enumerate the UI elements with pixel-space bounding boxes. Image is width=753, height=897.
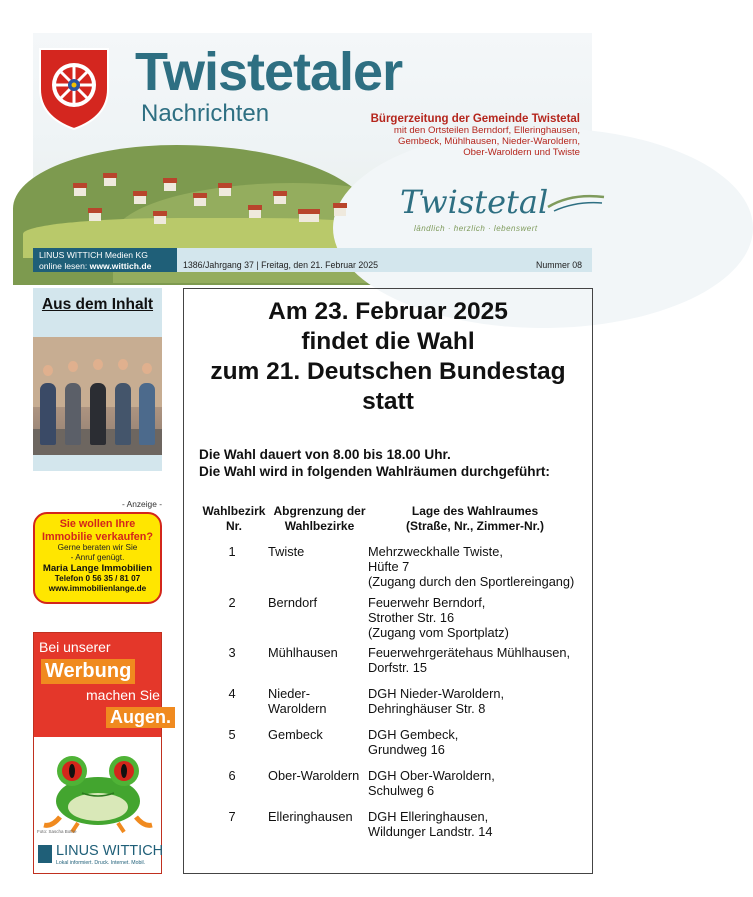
ad-line: machen Sie <box>86 687 160 703</box>
linus-wittich-tagline: Lokal informiert. Druck. Internet. Mobil. <box>56 860 146 866</box>
row-number: 6 <box>228 768 236 783</box>
real-estate-ad[interactable] <box>33 512 162 604</box>
lage-text: Feuerwehr Berndorf, <box>368 595 486 610</box>
row-lage <box>368 769 588 799</box>
lage-text: Strother Str. 16 <box>368 609 455 625</box>
lage-text: Dehringhäuser Str. 8 <box>368 700 486 716</box>
online-link-line <box>39 261 177 272</box>
row-number: 7 <box>228 809 236 824</box>
bezirk-text: Berndorf <box>268 595 318 610</box>
intro-line: Die Wahl dauert von 8.00 bis 18.00 Uhr. <box>199 447 451 462</box>
lage-text: DGH Gembeck, <box>368 727 459 742</box>
contents-box[interactable] <box>33 288 162 471</box>
bezirk-text: Waroldern <box>268 700 327 716</box>
ad-banner <box>34 633 171 737</box>
coat-of-arms-icon <box>36 43 112 131</box>
online-url-link[interactable]: www.wittich.de <box>89 260 152 271</box>
row-bezirk <box>268 810 368 825</box>
werbung-ad[interactable] <box>33 632 171 874</box>
ad-website-link[interactable]: www.immobilienlange.de <box>48 583 147 593</box>
article-headline <box>184 297 592 417</box>
row-number: 4 <box>228 686 236 701</box>
masthead-title: Twistetaler <box>135 42 403 102</box>
tagline-line: Ober-Waroldern und Twiste <box>463 147 580 158</box>
row-number: 5 <box>228 727 236 742</box>
row-number: 2 <box>228 595 236 610</box>
twistetal-logo-tag: ländlich · herzlich · lebenswert <box>414 224 538 233</box>
column-header-text: Nr. <box>225 518 242 533</box>
row-bezirk <box>268 545 368 560</box>
linus-wittich-logo-icon <box>38 845 52 863</box>
column-header-text: Wahlbezirk <box>202 504 266 518</box>
column-header-nr <box>199 504 269 533</box>
lage-text: Schulweg 6 <box>368 782 435 798</box>
lage-text: Hüfte 7 <box>368 558 410 574</box>
row-lage <box>368 596 588 640</box>
lage-text: DGH Nieder-Waroldern, <box>368 686 505 701</box>
row-lage <box>368 810 588 840</box>
publisher-name: LINUS WITTICH Medien KG <box>39 250 148 260</box>
lage-text: Grundweg 16 <box>368 741 445 757</box>
photo-credit: Foto: Sascha Bothe <box>37 829 77 834</box>
twistetal-logo-word: Twistetal <box>400 183 549 221</box>
advertisement-label: - Anzeige - <box>121 499 162 509</box>
article-intro <box>199 446 550 480</box>
ad-line: Bei unserer <box>39 639 111 655</box>
bezirk-text: Ober-Waroldern <box>268 768 360 783</box>
contents-photo <box>33 337 162 455</box>
row-number: 3 <box>228 645 236 660</box>
lage-text: DGH Elleringhausen, <box>368 809 489 824</box>
column-header-text: Lage des Wahlraumes <box>411 504 539 518</box>
lage-text: (Zugang durch den Sportlereingang) <box>368 573 575 589</box>
twistetal-logo <box>396 183 586 238</box>
publisher-box <box>33 248 177 272</box>
issue-info-bar <box>33 248 592 272</box>
headline-line: statt <box>362 388 414 415</box>
column-header-lage <box>368 504 582 533</box>
headline-line: Am 23. Februar 2025 <box>268 298 508 325</box>
intro-line: Die Wahl wird in folgenden Wahlräumen durchgeführt: <box>199 464 550 479</box>
masthead-tagline <box>350 113 580 158</box>
bezirk-text: Nieder- <box>268 686 310 701</box>
tagline-heading: Bürgerzeitung der Gemeinde Twistetal <box>370 113 580 125</box>
lage-text: Feuerwehrgerätehaus Mühlhausen, <box>368 645 571 660</box>
lage-text: Wildunger Landstr. 14 <box>368 823 493 839</box>
lage-text: Dorfstr. 15 <box>368 659 428 675</box>
headline-line: findet die Wahl <box>301 328 475 355</box>
masthead-subtitle: Nachrichten <box>141 100 270 127</box>
twistetal-swoosh-icon <box>546 191 606 213</box>
row-lage <box>368 687 588 717</box>
row-bezirk <box>268 596 368 611</box>
bezirk-text: Twiste <box>268 544 305 559</box>
row-lage <box>368 646 588 676</box>
column-header-text: Wahlbezirke <box>284 518 355 533</box>
ad-text: Gerne beraten wir Sie <box>57 543 138 552</box>
tagline-line: Gembeck, Mühlhausen, Nieder-Waroldern, <box>397 136 580 147</box>
ad-company-name: Maria Lange Immobilien <box>42 563 153 574</box>
frog-image <box>38 733 157 833</box>
linus-wittich-logo <box>38 843 164 871</box>
row-lage <box>368 545 588 589</box>
row-bezirk <box>268 728 368 743</box>
column-header-text: (Straße, Nr., Zimmer-Nr.) <box>405 518 545 533</box>
bezirk-text: Gembeck <box>268 727 323 742</box>
headline-line: zum 21. Deutschen Bundestag <box>210 358 566 385</box>
issue-number: Nummer 08 <box>536 260 582 270</box>
issue-date: 1386/Jahrgang 37 | Freitag, den 21. Februar 2025 <box>183 260 378 270</box>
bezirk-text: Elleringhausen <box>268 809 353 824</box>
column-header-text: Abgrenzung der <box>273 504 366 518</box>
masthead <box>33 33 592 243</box>
row-number: 1 <box>228 544 236 559</box>
ad-text: - Anruf genügt. <box>70 552 125 562</box>
bezirk-text: Mühlhausen <box>268 645 338 660</box>
ad-phone: Telefon 0 56 35 / 81 07 <box>54 574 141 583</box>
contents-title: Aus dem Inhalt <box>41 296 154 313</box>
row-bezirk <box>268 769 368 784</box>
lage-text: Mehrzweckhalle Twiste, <box>368 544 503 559</box>
column-header-bezirk <box>268 504 371 533</box>
row-bezirk <box>268 646 368 661</box>
linus-wittich-brand: LINUS WITTICH <box>56 843 164 859</box>
ad-headline: Sie wollen Ihre <box>59 518 136 530</box>
ad-line: Augen. <box>106 707 175 728</box>
tagline-line: mit den Ortsteilen Berndorf, Elleringhausen, <box>393 125 580 136</box>
ad-headline: Immobilie verkaufen? <box>41 530 153 543</box>
lage-text: (Zugang vom Sportplatz) <box>368 624 509 640</box>
row-lage <box>368 728 588 758</box>
online-prefix: online lesen: <box>39 260 90 271</box>
lage-text: DGH Ober-Waroldern, <box>368 768 495 783</box>
row-bezirk <box>268 687 368 717</box>
ad-line: Werbung <box>41 659 135 684</box>
election-notice <box>183 288 593 874</box>
